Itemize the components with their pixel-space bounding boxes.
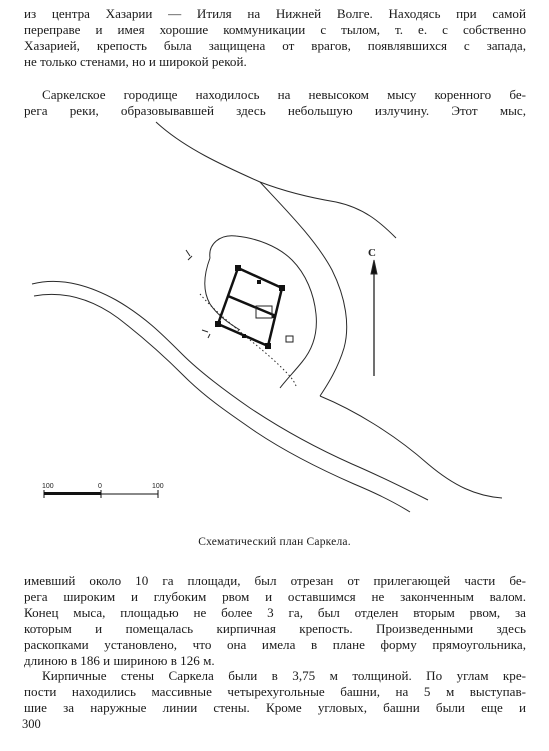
moat-dotted bbox=[200, 294, 296, 386]
text-line: Конец мыса, площадью не более 3 га, был отделен вторым рвом, за bbox=[24, 605, 526, 620]
text-line: длиною в 186 и шириною в 126 м. bbox=[24, 653, 215, 668]
figure-caption: Схематический план Саркела. bbox=[198, 536, 351, 548]
text-line: Саркелское городище находилось на невысоком мысу коренного бе- bbox=[42, 87, 526, 102]
text-line: имевший около 10 га площади, был отрезан от прилегающей части бе- bbox=[24, 573, 526, 588]
inner-structure bbox=[286, 336, 293, 342]
scale-label: 100 bbox=[42, 483, 54, 490]
fortress-towers bbox=[215, 265, 285, 349]
paragraph-sarkel-site bbox=[24, 87, 526, 119]
text-line: которым и помещалась кирпичная крепость. Произведенными здесь bbox=[24, 621, 526, 636]
page-number: 300 bbox=[22, 717, 41, 731]
river-bank-line bbox=[156, 122, 396, 238]
scale-label: 0 bbox=[98, 483, 102, 490]
text-line: пости находились массивные четырехугольные башни, на 5 м выступав- bbox=[24, 684, 526, 699]
text-line: из центра Хазарии — Итиля на Нижней Волге. Находясь при самой bbox=[24, 6, 526, 21]
text-line: Кирпичные стены Саркела были в 3,75 м толщиной. По углам кре- bbox=[42, 668, 526, 683]
text-line: шие за наружные линии стены. Кроме угловых, башни были еще и bbox=[24, 700, 526, 715]
sarkel-plan-drawing bbox=[24, 118, 526, 528]
paragraph-walls bbox=[24, 668, 526, 716]
promontory-outline bbox=[205, 258, 240, 330]
paragraph-promontory bbox=[24, 573, 526, 669]
scale-bar bbox=[42, 483, 164, 498]
river-bank-line bbox=[260, 182, 347, 396]
paragraph-intro bbox=[24, 6, 526, 70]
river-bank-line bbox=[320, 396, 502, 498]
text-line: Хазарией, крепость была защищена от врагов, появлявшихся с запада, bbox=[24, 38, 526, 53]
text-line: рега широким и глубоким рвом и оставшимся не законченным валом. bbox=[24, 589, 526, 604]
river-bank-line bbox=[32, 281, 428, 500]
north-arrow-head bbox=[371, 260, 377, 274]
text-line: рега реки, образовывавшей здесь небольшую излучину. Этот мыс, bbox=[24, 103, 526, 118]
text-line: переправе и имея хорошие коммуникации с тылом, т. е. с собственно bbox=[24, 22, 526, 37]
text-line: раскопками установлено, что она имела в плане форму прямоугольника, bbox=[24, 637, 526, 652]
text-line: не только стенами, но и широкой рекой. bbox=[24, 54, 247, 69]
sarkel-plan-figure bbox=[24, 118, 526, 528]
scale-label: 100 bbox=[152, 483, 164, 490]
north-label: С bbox=[368, 247, 376, 259]
